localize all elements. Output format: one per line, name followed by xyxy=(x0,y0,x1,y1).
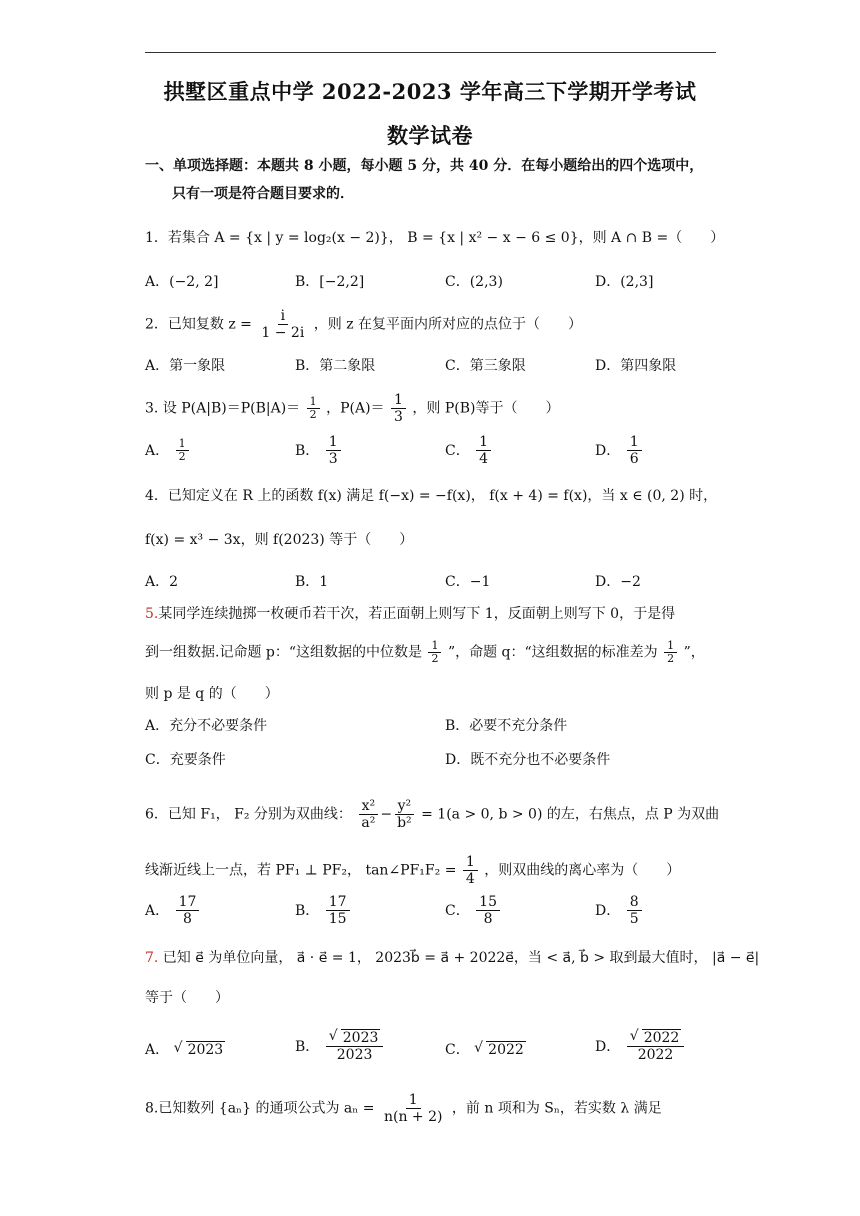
q6-option-a-label: A． xyxy=(145,902,170,919)
q2-stem xyxy=(145,308,582,341)
q3-stem-post: ，则 P(B)等于（ ） xyxy=(412,400,560,417)
q6-line1-pre: 6．已知 F₁， F₂ 分别为双曲线： xyxy=(145,806,352,823)
q3-stem-mid: ，P(A)＝ xyxy=(326,400,385,417)
q7-option-b-den: 2023 xyxy=(336,1047,373,1063)
q5-option-b[interactable]: B．必要不充分条件 xyxy=(445,718,568,734)
q2-fraction-den: 1 − 2i xyxy=(261,325,305,341)
q6-option-d-label: D． xyxy=(595,902,621,919)
q6-option-b[interactable] xyxy=(295,894,352,927)
q3-stem-pre: 3. 设 P(A|B)＝P(B|A)＝ xyxy=(145,400,301,417)
q2-fraction-num: i xyxy=(278,308,288,325)
q7-option-a-label: A． xyxy=(145,1042,170,1058)
q3-f1-den: 2 xyxy=(309,408,317,421)
q5-median-num: 1 xyxy=(428,640,441,653)
q1-option-c[interactable]: C．(2,3) xyxy=(445,274,503,290)
q6-x-den: a² xyxy=(361,815,376,831)
q5-sd-fraction xyxy=(664,640,677,665)
q6-tan-den: 4 xyxy=(465,871,475,887)
q7-option-c-label: C． xyxy=(445,1042,470,1058)
q6-option-d-fraction xyxy=(627,894,642,927)
q2-stem-pre: 2．已知复数 z = xyxy=(145,316,252,333)
q6-tan-num: 1 xyxy=(463,854,478,871)
section-heading-line1: 一、单项选择题：本题共 8 小题，每小题 5 分，共 40 分．在每小题给出的四个选项中， xyxy=(145,158,704,174)
q7-option-b-radicand: 2023 xyxy=(342,1030,379,1046)
q8-fraction-num: 1 xyxy=(406,1092,421,1109)
q8-fraction xyxy=(381,1092,446,1125)
q2-option-b[interactable]: B．第二象限 xyxy=(295,358,376,374)
q3-option-d-label: D． xyxy=(595,442,621,459)
q6-line2-post: ，则双曲线的离心率为（ ） xyxy=(484,862,681,879)
q7-option-c[interactable] xyxy=(445,1040,526,1060)
q3-option-a-den: 2 xyxy=(178,450,186,463)
q7-line1-text: 已知 e⃗ 为单位向量， a⃗ · e⃗ = 1， 2023b⃗ = a⃗ + 2022e⃗，当 < a⃗, b⃗ > 取到最大值时， |a⃗ − e⃗| xyxy=(158,950,760,966)
q6-option-a-num: 17 xyxy=(176,894,200,911)
q5-option-c[interactable]: C．充要条件 xyxy=(145,752,226,768)
q3-option-b[interactable] xyxy=(295,434,343,467)
q2-option-c[interactable]: C．第三象限 xyxy=(445,358,526,374)
q5-median-den: 2 xyxy=(431,652,439,665)
q3-option-c-label: C． xyxy=(445,442,470,459)
q3-option-a[interactable] xyxy=(145,438,191,463)
q6-option-d[interactable] xyxy=(595,894,644,927)
q6-option-a[interactable] xyxy=(145,894,201,927)
q7-option-b-sqrt xyxy=(329,1030,381,1046)
q5-line2-mid: ”，命题 q：“这组数据的标准差为 xyxy=(447,644,658,661)
q5-line1-text: 某同学连续抛掷一枚硬币若干次，若正面朝上则写下 1，反面朝上则写下 0，于是得 xyxy=(158,606,676,622)
q6-stem-line1: 6．已知 F₁， F₂ 分别为双曲线： $\frac{\text{x²}}{\text{a²}}$ − $\frac{\text{y²}}{\text{b²}}$ = 1(a > 0, b > 0) 的左，右焦点，点 P 为双曲 xyxy=(145,798,720,831)
q3-f2-num: 1 xyxy=(391,392,406,409)
q7-option-d-radicand: 2022 xyxy=(643,1030,680,1046)
q3-f2-den: 3 xyxy=(394,409,403,425)
q3-option-a-num: 1 xyxy=(176,438,189,451)
q8-stem-pre: 8.已知数列 {aₙ} 的通项公式为 aₙ = xyxy=(145,1100,375,1117)
q4-option-c[interactable]: C．−1 xyxy=(445,574,491,590)
section-heading-line2: 只有一项是符合题目要求的． xyxy=(172,186,354,202)
q5-stem-line1 xyxy=(145,604,675,624)
q5-number: 5. xyxy=(145,606,159,622)
q6-y-den: b² xyxy=(397,815,412,831)
q3-option-d-fraction xyxy=(627,434,642,467)
q6-option-c-den: 8 xyxy=(483,911,493,927)
q7-number: 7. xyxy=(145,950,159,966)
q5-line2-post: ”， xyxy=(683,644,705,661)
q8-fraction-den: n(n + 2) xyxy=(383,1109,443,1125)
q7-stem-line1 xyxy=(145,948,759,968)
q7-option-c-radicand: 2022 xyxy=(488,1042,524,1058)
q3-option-c-num: 1 xyxy=(476,434,491,451)
q2-option-a[interactable]: A．第一象限 xyxy=(145,358,226,374)
q6-y-num: y² xyxy=(395,798,415,815)
exam-title: 拱墅区重点中学 2022-2023 学年高三下学期开学考试 xyxy=(163,79,697,104)
q6-option-c-num: 15 xyxy=(476,894,500,911)
q6-option-d-den: 5 xyxy=(629,911,639,927)
q7-option-a-sqrt xyxy=(174,1040,226,1060)
q6-option-b-num: 17 xyxy=(326,894,350,911)
q4-option-d[interactable]: D．−2 xyxy=(595,574,641,590)
q6-option-b-den: 15 xyxy=(328,911,347,927)
q7-option-d-label: D． xyxy=(595,1038,621,1055)
q6-option-d-num: 8 xyxy=(627,894,642,911)
q6-option-c[interactable] xyxy=(445,894,502,927)
q3-stem xyxy=(145,392,559,425)
q6-x-fraction xyxy=(358,798,378,831)
q7-option-a-radicand: 2023 xyxy=(187,1042,224,1058)
q4-stem-line1: 4．已知定义在 R 上的函数 f(x) 满足 f(−x) = −f(x)， f(x + 4) = f(x)，当 x ∈ (0, 2) 时， xyxy=(145,488,718,504)
q6-option-a-den: 8 xyxy=(183,911,192,927)
q3-option-b-den: 3 xyxy=(328,451,338,467)
q7-option-d-sqrt xyxy=(630,1030,682,1046)
q3-option-d-num: 1 xyxy=(627,434,642,451)
q6-option-b-label: B． xyxy=(295,902,320,919)
top-rule xyxy=(145,52,716,53)
q6-option-c-fraction xyxy=(476,894,500,927)
q3-option-b-num: 1 xyxy=(326,434,341,451)
q5-stem-line3: 则 p 是 q 的（ ） xyxy=(145,686,279,702)
q6-line2-pre: 线渐近线上一点，若 PF₁ ⊥ PF₂， tan∠PF₁F₂ = xyxy=(145,862,457,879)
q1-option-b[interactable]: B．[−2,2] xyxy=(295,274,365,290)
q6-stem-line2 xyxy=(145,854,680,887)
q2-stem-post: ，则 z 在复平面内所对应的点位于（ ） xyxy=(313,316,583,333)
q2-fraction xyxy=(258,308,307,341)
q6-x-num: x² xyxy=(359,798,379,815)
q3-fraction-2 xyxy=(391,392,406,425)
q8-stem-post: ，前 n 项和为 Sₙ，若实数 λ 满足 xyxy=(451,1100,662,1117)
q3-option-c[interactable] xyxy=(445,434,493,467)
q5-option-d[interactable]: D．既不充分也不必要条件 xyxy=(445,752,611,768)
q7-option-d[interactable] xyxy=(595,1030,686,1063)
q7-option-b-num xyxy=(326,1030,384,1047)
q3-option-d[interactable] xyxy=(595,434,644,467)
exam-subtitle: 数学试卷 xyxy=(387,123,473,148)
q4-stem-line2: f(x) = x³ − 3x，则 f(2023) 等于（ ） xyxy=(145,532,414,548)
q3-option-a-fraction xyxy=(176,438,189,463)
q3-option-d-den: 6 xyxy=(629,451,639,467)
q3-option-b-fraction xyxy=(326,434,341,467)
q1-option-d[interactable]: D．(2,3] xyxy=(595,274,654,290)
q3-option-a-label: A． xyxy=(145,442,170,459)
q7-option-d-den: 2022 xyxy=(637,1047,674,1063)
q3-option-b-label: B． xyxy=(295,442,320,459)
q7-option-d-fraction xyxy=(627,1030,685,1063)
q4-option-a[interactable]: A．2 xyxy=(145,574,179,590)
q7-option-c-sqrt xyxy=(474,1040,526,1060)
q5-sd-den: 2 xyxy=(667,652,675,665)
q5-option-a[interactable]: A．充分不必要条件 xyxy=(145,718,268,734)
q5-line2-pre: 到一组数据.记命题 p：“这组数据的中位数是 xyxy=(145,644,423,661)
q7-option-b-label: B． xyxy=(295,1038,320,1055)
q4-option-b[interactable]: B．1 xyxy=(295,574,329,590)
q7-option-b-fraction xyxy=(326,1030,384,1063)
q6-tan-fraction xyxy=(463,854,478,887)
q6-option-a-fraction xyxy=(176,894,200,927)
q3-option-c-den: 4 xyxy=(479,451,489,467)
q1-stem: 1．若集合 A = {x | y = log₂(x − 2)}， B = {x | x² − x − 6 ≤ 0}，则 A ∩ B =（ ） xyxy=(145,230,725,246)
q8-stem xyxy=(145,1092,662,1125)
q1-option-a[interactable]: A．(−2, 2] xyxy=(145,274,219,290)
q7-option-a[interactable] xyxy=(145,1040,225,1060)
q6-option-c-label: C． xyxy=(445,902,470,919)
q3-fraction-1 xyxy=(307,396,320,421)
q3-option-c-fraction xyxy=(476,434,491,467)
q2-option-d[interactable]: D．第四象限 xyxy=(595,358,677,374)
q6-y-fraction xyxy=(394,798,415,831)
q3-f1-num: 1 xyxy=(307,396,320,409)
q7-option-b[interactable] xyxy=(295,1030,385,1063)
q6-option-b-fraction xyxy=(326,894,350,927)
q5-median-fraction xyxy=(428,640,441,665)
q6-line1-post: = 1(a > 0, b > 0) 的左，右焦点，点 P 为双曲 xyxy=(421,806,720,823)
q5-stem-line2 xyxy=(145,640,705,665)
q7-option-d-num xyxy=(627,1030,685,1047)
q7-stem-line2: 等于（ ） xyxy=(145,990,229,1006)
q5-sd-num: 1 xyxy=(664,640,677,653)
